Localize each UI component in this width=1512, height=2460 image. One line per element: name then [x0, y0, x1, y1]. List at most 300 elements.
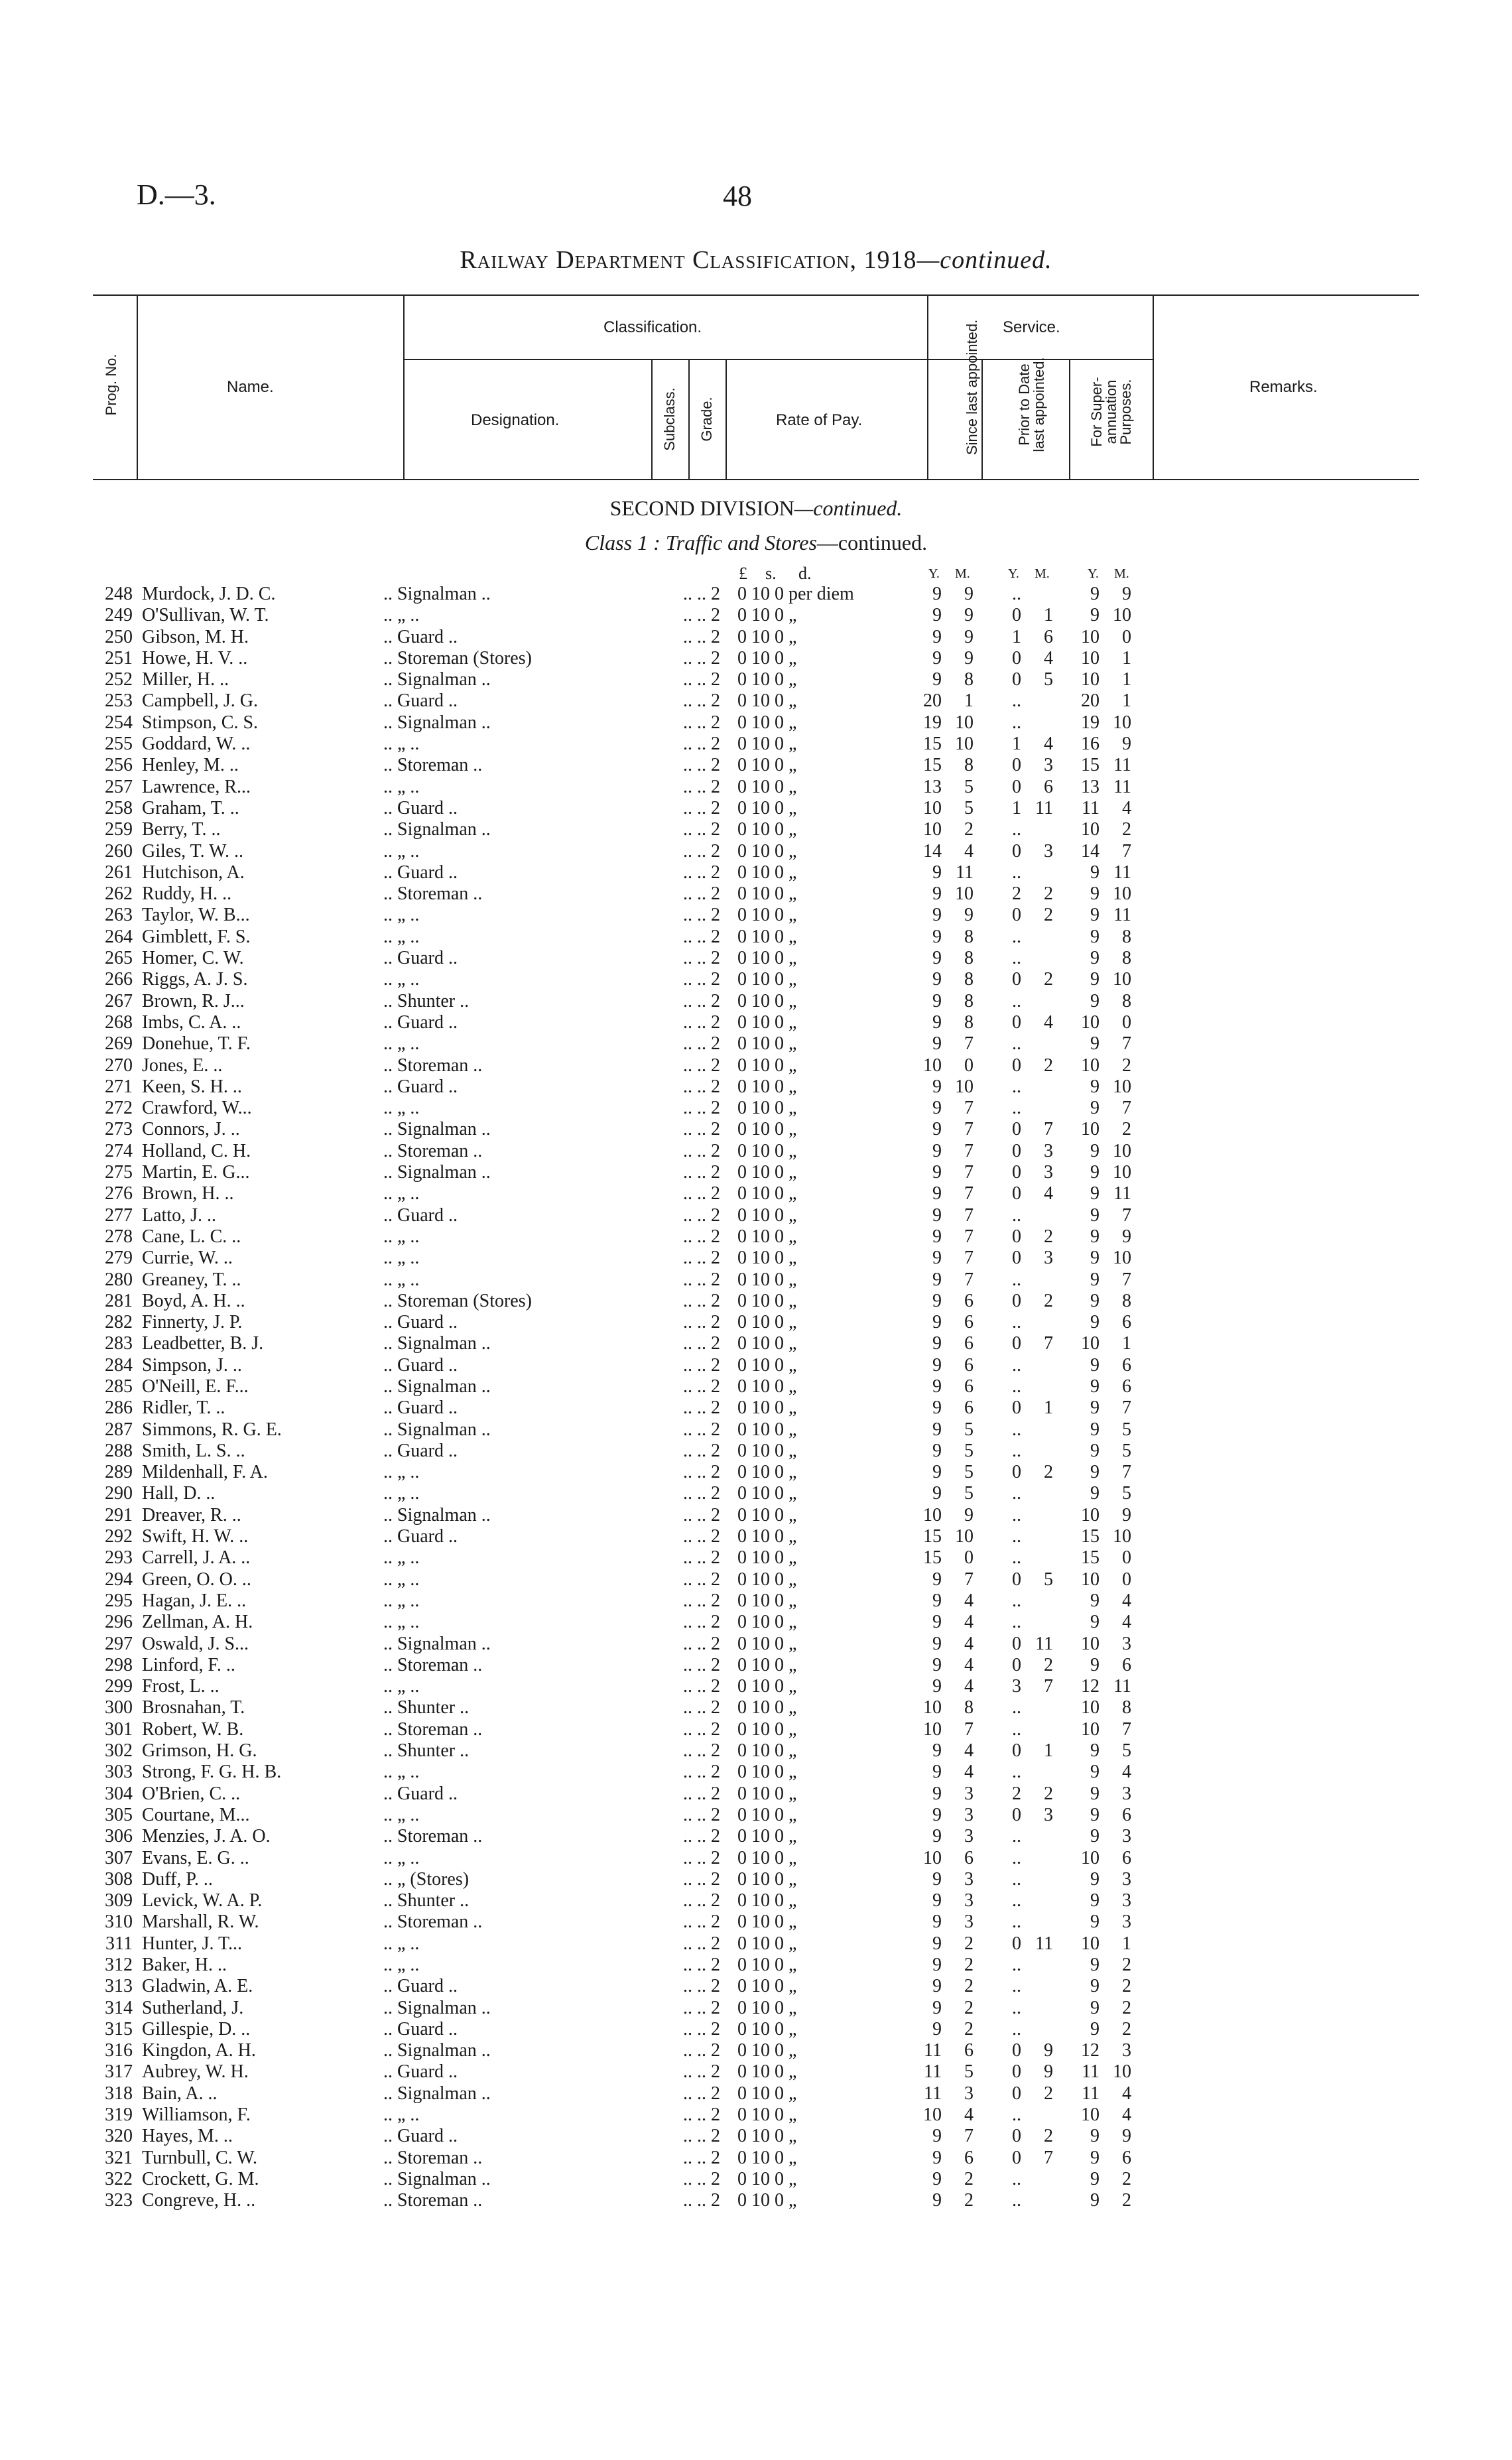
- table-row: [0, 1590, 1512, 1612]
- table-row: [0, 1805, 1512, 1826]
- superannuation-months: 1: [1122, 669, 1131, 690]
- grade: .. .. 2: [683, 1055, 720, 1076]
- service-prior-years: ..: [1012, 584, 1021, 604]
- rate-of-pay: 0 10 0 „: [737, 2018, 797, 2039]
- service-since-years: 9: [932, 1226, 942, 1247]
- superannuation-years: 9: [1090, 1740, 1100, 1762]
- service-since-years: 9: [932, 1868, 942, 1890]
- service-since-years: 9: [932, 1312, 942, 1333]
- service-prior-years: 0: [1012, 1654, 1021, 1675]
- col-divider: [725, 359, 727, 480]
- service-since-years: 9: [932, 1997, 942, 2018]
- prog-number: 279: [105, 1248, 133, 1269]
- prog-number: 277: [105, 1204, 133, 1226]
- unit-years: Y.: [1008, 566, 1019, 581]
- service-prior-months: 5: [1044, 1569, 1053, 1590]
- employee-name: Robert, W. B.: [142, 1718, 244, 1740]
- prog-number: 285: [105, 1376, 133, 1397]
- superannuation-years: 15: [1081, 1547, 1100, 1569]
- superannuation-years: 20: [1081, 690, 1100, 712]
- rate-of-pay: 0 10 0 „: [737, 1740, 797, 1762]
- rate-of-pay: 0 10 0 „: [737, 1011, 797, 1033]
- header-name: Name.: [227, 378, 274, 396]
- service-prior-years: ..: [1012, 1997, 1021, 2018]
- rate-of-pay: 0 10 0 „: [737, 1248, 797, 1269]
- superannuation-years: 10: [1081, 1633, 1100, 1654]
- superannuation-months: 8: [1122, 948, 1131, 969]
- service-since-months: 7: [964, 1248, 974, 1269]
- table-row: [0, 2190, 1512, 2211]
- prog-number: 283: [105, 1333, 133, 1354]
- rate-of-pay: 0 10 0 „: [737, 1483, 797, 1504]
- service-since-years: 9: [932, 1955, 942, 1975]
- rate-of-pay: 0 10 0 „: [737, 1826, 797, 1847]
- service-prior-years: ..: [1012, 1590, 1021, 1611]
- table-row: [0, 690, 1512, 712]
- superannuation-months: 2: [1122, 1955, 1131, 1975]
- page-title: [0, 245, 1512, 275]
- service-since-years: 11: [924, 2061, 942, 2083]
- designation: .. „ ..: [383, 1547, 420, 1569]
- table-row: [0, 1911, 1512, 1933]
- rate-of-pay: 0 10 0 „: [737, 1890, 797, 1911]
- designation: .. Storeman ..: [383, 2190, 483, 2211]
- table-row: [0, 2083, 1512, 2104]
- superannuation-years: 9: [1090, 1440, 1100, 1461]
- service-prior-years: ..: [1012, 1847, 1021, 1868]
- service-prior-months: 7: [1044, 2147, 1053, 2168]
- superannuation-months: 10: [1113, 883, 1131, 905]
- superannuation-years: 10: [1081, 1569, 1100, 1590]
- service-prior-months: 1: [1044, 1397, 1053, 1419]
- service-since-months: 4: [964, 1590, 974, 1611]
- class-continued: —continued.: [816, 531, 928, 554]
- header-designation: Designation.: [471, 411, 560, 429]
- rate-of-pay: 0 10 0 „: [737, 605, 797, 626]
- service-since-years: 15: [923, 1526, 942, 1547]
- superannuation-years: 9: [1090, 990, 1100, 1011]
- service-since-years: 9: [932, 990, 942, 1011]
- prog-number: 267: [105, 990, 133, 1011]
- table-row: [0, 1312, 1512, 1333]
- superannuation-years: 9: [1090, 605, 1100, 626]
- service-prior-years: ..: [1012, 926, 1021, 947]
- employee-name: Riggs, A. J. S.: [142, 969, 248, 990]
- service-prior-years: ..: [1012, 948, 1021, 969]
- table-row: [0, 1483, 1512, 1504]
- prog-number: 291: [105, 1504, 133, 1525]
- rate-of-pay: 0 10 0 „: [737, 690, 797, 712]
- service-since-years: 9: [932, 1290, 942, 1311]
- prog-number: 318: [105, 2083, 133, 2104]
- service-since-years: 9: [932, 647, 942, 669]
- service-since-years: 9: [932, 1354, 942, 1376]
- prog-number: 250: [105, 626, 133, 647]
- designation: .. „ ..: [383, 1248, 420, 1269]
- rate-of-pay: 0 10 0 „: [737, 1504, 797, 1525]
- service-prior-months: 6: [1044, 776, 1053, 797]
- grade: .. .. 2: [683, 669, 720, 690]
- service-prior-months: 7: [1044, 1676, 1053, 1697]
- superannuation-months: 8: [1122, 926, 1131, 947]
- superannuation-months: 9: [1122, 1504, 1131, 1525]
- service-prior-months: 2: [1044, 883, 1053, 905]
- prog-number: 253: [105, 690, 133, 712]
- service-since-months: 7: [964, 1269, 974, 1290]
- service-since-months: 10: [955, 1076, 974, 1097]
- service-since-years: 11: [924, 2040, 942, 2061]
- unit-shillings: s.: [765, 564, 777, 583]
- header-remarks: Remarks.: [1249, 378, 1318, 396]
- grade: .. .. 2: [683, 1376, 720, 1397]
- service-since-years: 9: [932, 1397, 942, 1419]
- service-since-years: 9: [932, 883, 942, 905]
- service-prior-months: 3: [1044, 1804, 1053, 1825]
- service-since-years: 10: [923, 1847, 942, 1868]
- service-since-years: 9: [932, 584, 942, 604]
- superannuation-years: 9: [1090, 1868, 1100, 1890]
- service-since-years: 9: [932, 1569, 942, 1590]
- grade: .. .. 2: [683, 2168, 720, 2189]
- service-prior-years: 0: [1012, 1462, 1021, 1483]
- superannuation-years: 10: [1081, 819, 1100, 840]
- superannuation-months: 11: [1113, 862, 1131, 883]
- service-prior-years: 0: [1012, 1055, 1021, 1076]
- grade: .. .. 2: [683, 1419, 720, 1440]
- superannuation-years: 9: [1090, 2126, 1100, 2147]
- service-since-years: 9: [932, 1740, 942, 1762]
- grade: .. .. 2: [683, 755, 720, 776]
- service-prior-years: 0: [1012, 1290, 1021, 1311]
- superannuation-months: 6: [1122, 1376, 1131, 1397]
- service-since-months: 2: [964, 2168, 974, 2189]
- grade: .. .. 2: [683, 1868, 720, 1890]
- grade: .. .. 2: [683, 2040, 720, 2061]
- employee-name: Bain, A. ..: [142, 2083, 218, 2104]
- superannuation-months: 7: [1122, 1397, 1131, 1419]
- rate-of-pay: 0 10 0 „: [737, 1226, 797, 1247]
- designation: .. „ ..: [383, 2104, 420, 2126]
- grade: .. .. 2: [683, 1804, 720, 1825]
- superannuation-years: 9: [1090, 1269, 1100, 1290]
- prog-number: 292: [105, 1526, 133, 1547]
- service-since-years: 10: [923, 797, 942, 818]
- superannuation-months: 7: [1122, 1462, 1131, 1483]
- service-prior-months: 4: [1044, 734, 1053, 755]
- prog-number: 298: [105, 1654, 133, 1675]
- employee-name: Frost, L. ..: [142, 1676, 220, 1697]
- designation: .. Signalman ..: [383, 1162, 491, 1183]
- designation: .. Signalman ..: [383, 1633, 491, 1654]
- service-since-years: 9: [932, 1183, 942, 1204]
- service-since-years: 9: [932, 1462, 942, 1483]
- header-prog-no: Prog. No.: [103, 354, 119, 416]
- service-prior-years: 0: [1012, 1397, 1021, 1419]
- employee-name: Ridler, T. ..: [142, 1397, 225, 1419]
- table-row: [0, 2148, 1512, 2169]
- prog-number: 322: [105, 2168, 133, 2189]
- superannuation-months: 2: [1122, 2168, 1131, 2189]
- superannuation-years: 9: [1090, 1483, 1100, 1504]
- prog-number: 268: [105, 1011, 133, 1033]
- superannuation-years: 15: [1081, 1526, 1100, 1547]
- superannuation-years: 11: [1082, 2061, 1100, 2083]
- service-prior-years: 0: [1012, 2061, 1021, 2083]
- employee-name: Lawrence, R...: [142, 776, 251, 797]
- employee-name: Brosnahan, T.: [142, 1697, 245, 1718]
- employee-name: Murdock, J. D. C.: [142, 584, 276, 604]
- rate-of-pay: 0 10 0 „: [737, 1697, 797, 1718]
- grade: .. .. 2: [683, 1933, 720, 1954]
- designation: .. Signalman ..: [383, 584, 491, 604]
- superannuation-months: 10: [1113, 712, 1131, 733]
- service-since-months: 7: [964, 1140, 974, 1161]
- table-row: [0, 883, 1512, 905]
- rate-of-pay: 0 10 0 „: [737, 1183, 797, 1204]
- superannuation-years: 10: [1081, 1697, 1100, 1718]
- service-prior-years: ..: [1012, 862, 1021, 883]
- employee-name: O'Sullivan, W. T.: [142, 605, 269, 626]
- service-since-months: 4: [964, 1676, 974, 1697]
- prog-number: 258: [105, 797, 133, 818]
- rate-of-pay: 0 10 0 „: [737, 840, 797, 862]
- service-since-months: 5: [964, 1419, 974, 1440]
- table-row: [0, 777, 1512, 798]
- table-row: [0, 1762, 1512, 1783]
- employee-name: Hayes, M. ..: [142, 2126, 233, 2147]
- service-since-years: 15: [923, 734, 942, 755]
- designation: .. „ ..: [383, 1762, 420, 1783]
- prog-number: 296: [105, 1612, 133, 1633]
- header-since-last-appointed: Since last appointed.: [964, 319, 980, 455]
- grade: .. .. 2: [683, 797, 720, 818]
- service-prior-years: 0: [1012, 2147, 1021, 2168]
- grade: .. .. 2: [683, 1354, 720, 1376]
- table-row: [0, 1333, 1512, 1354]
- service-prior-months: 2: [1044, 2083, 1053, 2104]
- service-since-years: 9: [932, 2126, 942, 2147]
- designation: .. „ ..: [383, 1590, 420, 1611]
- superannuation-years: 19: [1081, 712, 1100, 733]
- superannuation-months: 10: [1113, 1162, 1131, 1183]
- designation: .. Guard ..: [383, 797, 458, 818]
- service-prior-years: 0: [1012, 1740, 1021, 1762]
- employee-name: Levick, W. A. P.: [142, 1890, 263, 1911]
- employee-name: Crockett, G. M.: [142, 2168, 259, 2189]
- service-prior-months: 7: [1044, 1333, 1053, 1354]
- prog-number: 274: [105, 1140, 133, 1161]
- service-since-months: 6: [964, 1290, 974, 1311]
- designation: .. Signalman ..: [383, 669, 491, 690]
- table-row: [0, 1248, 1512, 1269]
- prog-number: 289: [105, 1462, 133, 1483]
- designation: .. Guard ..: [383, 626, 458, 647]
- superannuation-years: 10: [1081, 626, 1100, 647]
- prog-number: 295: [105, 1590, 133, 1611]
- table-row: [0, 1697, 1512, 1718]
- grade: .. .. 2: [683, 1269, 720, 1290]
- table-row: [0, 1869, 1512, 1890]
- table-row: [0, 755, 1512, 776]
- service-since-months: 8: [964, 990, 974, 1011]
- service-prior-years: ..: [1012, 2018, 1021, 2039]
- rate-of-pay: 0 10 0 „: [737, 948, 797, 969]
- table-row: [0, 1676, 1512, 1697]
- class-name: Traffic and Stores: [665, 531, 817, 554]
- employee-name: Hagan, J. E. ..: [142, 1590, 247, 1611]
- prog-number: 270: [105, 1055, 133, 1076]
- service-prior-years: ..: [1012, 1718, 1021, 1740]
- superannuation-months: 5: [1122, 1440, 1131, 1461]
- header-top-rule: [93, 294, 1419, 296]
- prog-number: 317: [105, 2061, 133, 2083]
- rate-of-pay: 0 10 0 „: [737, 1204, 797, 1226]
- service-prior-months: 4: [1044, 1183, 1053, 1204]
- grade: .. .. 2: [683, 1676, 720, 1697]
- service-prior-years: 0: [1012, 2083, 1021, 2104]
- employee-name: Gladwin, A. E.: [142, 1976, 253, 1997]
- superannuation-months: 10: [1113, 1140, 1131, 1161]
- service-prior-years: 1: [1012, 797, 1021, 818]
- service-since-years: 10: [923, 1697, 942, 1718]
- header-subclass: Subclass.: [661, 387, 678, 451]
- rate-of-pay: 0 10 0 „: [737, 1140, 797, 1161]
- service-prior-years: 3: [1012, 1676, 1021, 1697]
- table-row: [0, 1547, 1512, 1569]
- prog-number: 304: [105, 1783, 133, 1804]
- designation: .. „ ..: [383, 605, 420, 626]
- designation: .. „ ..: [383, 1933, 420, 1954]
- employee-name: Green, O. O. ..: [142, 1569, 251, 1590]
- rate-of-pay: 0 10 0 „: [737, 1804, 797, 1825]
- rate-of-pay: 0 10 0 „: [737, 1376, 797, 1397]
- service-prior-months: 2: [1044, 1290, 1053, 1311]
- table-row: [0, 798, 1512, 819]
- employee-name: Courtane, M...: [142, 1804, 250, 1825]
- grade: .. .. 2: [683, 990, 720, 1011]
- service-prior-months: 9: [1044, 2040, 1053, 2061]
- table-row: [0, 1740, 1512, 1762]
- table-row: [0, 862, 1512, 883]
- service-since-years: 9: [932, 2018, 942, 2039]
- employee-name: Leadbetter, B. J.: [142, 1333, 264, 1354]
- rate-of-pay: 0 10 0 „: [737, 1440, 797, 1461]
- service-since-months: 3: [964, 1826, 974, 1847]
- designation: .. Signalman ..: [383, 1997, 491, 2018]
- rate-of-pay: 0 10 0 „: [737, 969, 797, 990]
- service-since-years: 9: [932, 1440, 942, 1461]
- service-since-years: 9: [932, 969, 942, 990]
- page-number: 48: [723, 180, 752, 212]
- service-since-years: 9: [932, 1333, 942, 1354]
- service-since-months: 3: [964, 1868, 974, 1890]
- prog-number: 249: [105, 605, 133, 626]
- superannuation-years: 10: [1081, 1933, 1100, 1954]
- employee-name: Henley, M. ..: [142, 755, 239, 776]
- service-since-months: 4: [964, 2104, 974, 2126]
- prog-number: 259: [105, 819, 133, 840]
- service-since-years: 9: [932, 862, 942, 883]
- superannuation-years: 9: [1090, 2190, 1100, 2211]
- designation: .. „ ..: [383, 926, 420, 947]
- service-since-years: 9: [932, 905, 942, 926]
- employee-name: Marshall, R. W.: [142, 1911, 259, 1933]
- service-prior-years: 2: [1012, 1783, 1021, 1804]
- service-since-years: 15: [923, 1547, 942, 1569]
- designation: .. „ ..: [383, 1462, 420, 1483]
- table-row: [0, 1376, 1512, 1397]
- table-row: [0, 841, 1512, 862]
- employee-name: O'Neill, E. F...: [142, 1376, 249, 1397]
- superannuation-months: 7: [1122, 1269, 1131, 1290]
- rate-of-pay: 0 10 0 „: [737, 734, 797, 755]
- grade: .. .. 2: [683, 1333, 720, 1354]
- service-since-months: 9: [964, 584, 974, 604]
- rate-of-pay: 0 10 0 „: [737, 1419, 797, 1440]
- rate-of-pay: 0 10 0 „: [737, 1868, 797, 1890]
- col-divider: [1069, 359, 1070, 480]
- superannuation-years: 9: [1090, 584, 1100, 604]
- superannuation-months: 10: [1113, 1248, 1131, 1269]
- prog-number: 308: [105, 1868, 133, 1890]
- grade: .. .. 2: [683, 1183, 720, 1204]
- rate-of-pay: 0 10 0 „: [737, 2168, 797, 2189]
- superannuation-years: 9: [1090, 1955, 1100, 1975]
- service-prior-months: 2: [1044, 905, 1053, 926]
- service-since-months: 7: [964, 1569, 974, 1590]
- rate-of-pay: 0 10 0 „: [737, 1397, 797, 1419]
- rate-of-pay: 0 10 0 „: [737, 905, 797, 926]
- rate-of-pay: 0 10 0 „: [737, 1333, 797, 1354]
- designation: .. Storeman ..: [383, 1140, 483, 1161]
- service-prior-years: 0: [1012, 647, 1021, 669]
- service-since-months: 2: [964, 2018, 974, 2039]
- service-since-months: 0: [964, 1055, 974, 1076]
- superannuation-years: 9: [1090, 1033, 1100, 1055]
- prog-number: 261: [105, 862, 133, 883]
- table-row: [0, 605, 1512, 626]
- table-row: [0, 1890, 1512, 1911]
- service-prior-years: 0: [1012, 1226, 1021, 1247]
- grade: .. .. 2: [683, 1633, 720, 1654]
- superannuation-months: 10: [1113, 605, 1131, 626]
- grade: .. .. 2: [683, 1483, 720, 1504]
- title-continued: —continued.: [916, 246, 1052, 274]
- rate-of-pay: 0 10 0 „: [737, 926, 797, 947]
- employee-name: Carrell, J. A. ..: [142, 1547, 251, 1569]
- service-prior-years: ..: [1012, 1419, 1021, 1440]
- service-since-years: 9: [932, 1419, 942, 1440]
- designation: .. Signalman ..: [383, 1119, 491, 1140]
- designation: .. Shunter ..: [383, 1697, 470, 1718]
- superannuation-years: 15: [1081, 755, 1100, 776]
- superannuation-months: 3: [1122, 1868, 1131, 1890]
- service-since-months: 1: [964, 690, 974, 712]
- designation: .. Signalman ..: [383, 2083, 491, 2104]
- service-since-years: 9: [932, 2168, 942, 2189]
- superannuation-months: 3: [1122, 1826, 1131, 1847]
- table-row: [0, 1612, 1512, 1633]
- grade: .. .. 2: [683, 1590, 720, 1611]
- prog-number: 271: [105, 1076, 133, 1097]
- grade: .. .. 2: [683, 626, 720, 647]
- designation: .. „ ..: [383, 776, 420, 797]
- service-prior-years: ..: [1012, 1033, 1021, 1055]
- rate-of-pay: 0 10 0 „: [737, 626, 797, 647]
- designation: .. Shunter ..: [383, 1740, 470, 1762]
- table-row: [0, 1569, 1512, 1590]
- service-since-months: 6: [964, 2040, 974, 2061]
